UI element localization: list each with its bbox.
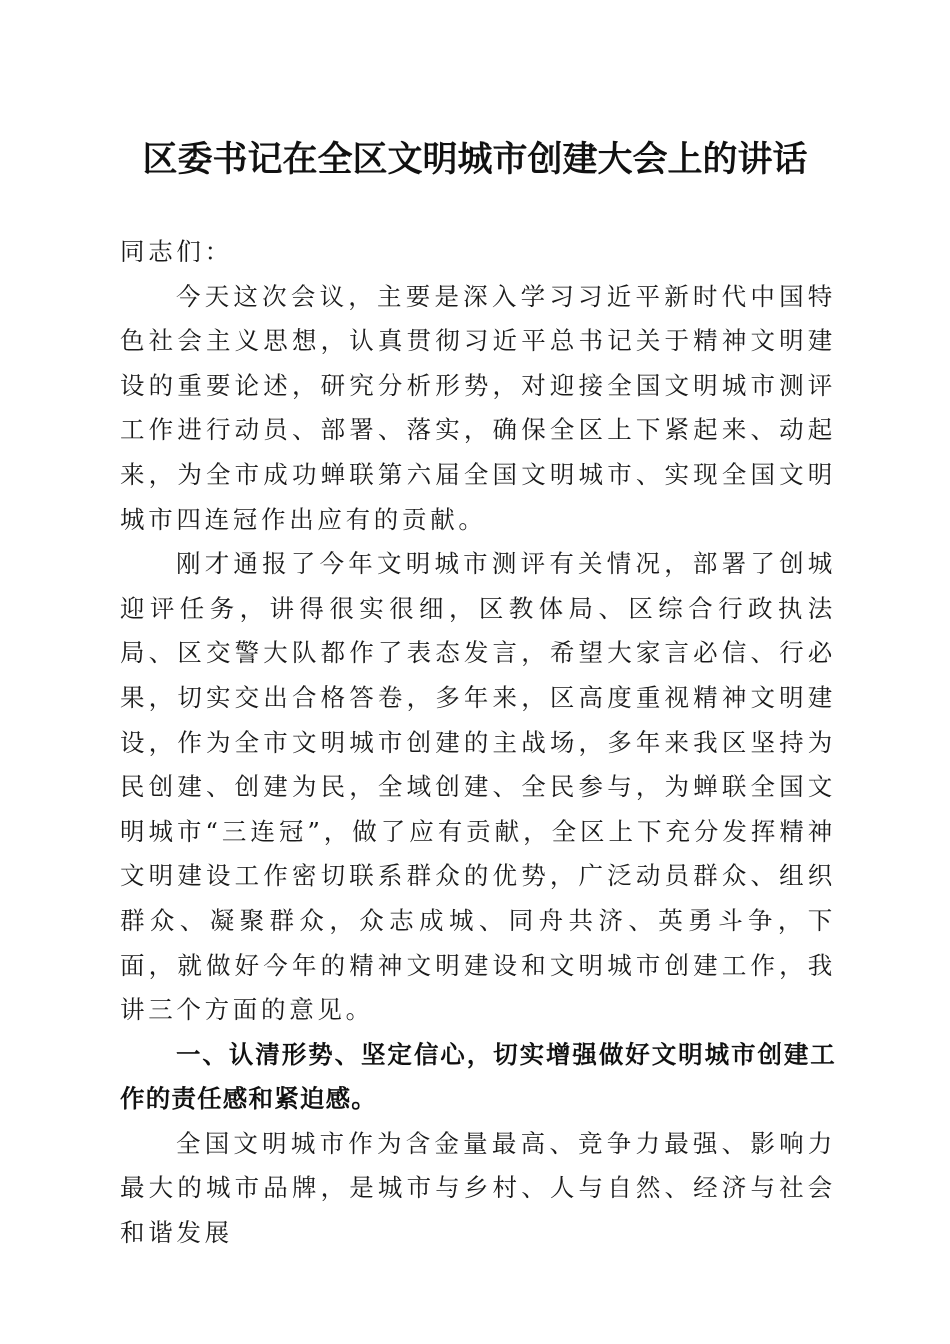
- paragraph-opening: 今天这次会议，主要是深入学习习近平新时代中国特色社会主义思想，认真贯彻习近平总书记关于精神文明建设的重要论述，研究分析形势，对迎接全国文明城市测评工作进行动员、部署、落实，确保全区上下紧起来、动起来，为全市成功蝉联第六届全国文明城市、实现全国文明城市四连冠作出应有的贡献。: [120, 281, 836, 534]
- section-heading: 一、认清形势、坚定信心，切实增强做好文明城市创建工作的责任感和紧迫感。: [120, 1039, 836, 1114]
- greeting: 同志们：: [120, 237, 233, 266]
- document-title: 区委书记在全区文明城市创建大会上的讲话: [142, 139, 808, 180]
- document-body: [120, 230, 836, 1256]
- section-paragraph: 全国文明城市作为含金量最高、竞争力最强、影响力最大的城市品牌，是城市与乡村、人与自然、经济与社会和谐发展: [120, 1128, 836, 1248]
- paragraph-review: 刚才通报了今年文明城市测评有关情况，部署了创城迎评任务，讲得很实很细，区教体局、区综合行政执法局、区交警大队都作了表态发言，希望大家言必信、行必果，切实交出合格答卷，多年来，区高度重视精神文明建设，作为全市文明城市创建的主战场，多年来我区坚持为民创建、创建为民，全域创建、全民参与，为蝉联全国文明城市“三连冠”，做了应有贡献，全区上下充分发挥精神文明建设工作密切联系群众的优势，广泛动员群众、组织群众、凝聚群众，众志成城、同舟共济、英勇斗争，下面，就做好今年的精神文明建设和文明城市创建工作，我讲三个方面的意见。: [120, 549, 836, 1025]
